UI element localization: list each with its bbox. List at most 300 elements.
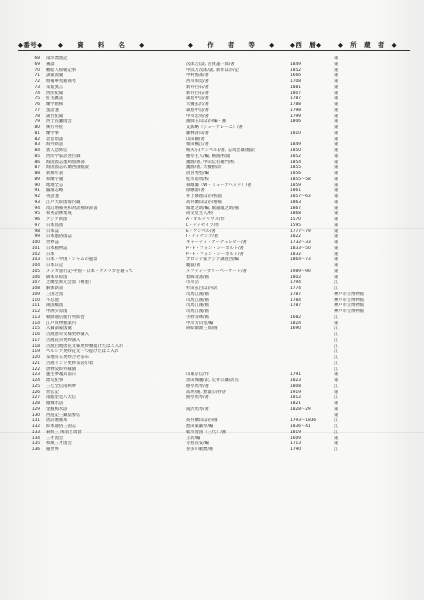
- cell-owner: 江: [334, 366, 339, 372]
- cell-year: 1787: [290, 96, 301, 102]
- cell-author: 司馬江漢/画: [186, 303, 209, 309]
- cell-author: 蒔絵師源三郎/画: [186, 326, 218, 332]
- cell-title: 和英語林集成: [46, 211, 72, 217]
- cell-year: 1791: [290, 372, 301, 378]
- table-row: [18, 447, 410, 453]
- cell-no: 133: [31, 429, 40, 435]
- cell-no: 121: [31, 360, 40, 366]
- cell-owner: 江: [334, 332, 339, 337]
- cell-title: 和漢三才図会: [46, 441, 72, 447]
- cell-author: 新井白石/著: [186, 90, 209, 96]
- cell-title: 蒲台紀聞: [46, 113, 64, 119]
- cell-no: 122: [31, 366, 40, 372]
- cell-year: 1849: [290, 61, 301, 67]
- cell-author: 高井蘭山ほか/増補: [186, 199, 222, 205]
- cell-author: メフティーブリーベーゲート/著: [186, 268, 247, 274]
- header-author: ◆ 作 者 等 ◆: [188, 41, 275, 49]
- cell-owner: 東: [334, 406, 339, 412]
- cell-year: 1798: [290, 107, 301, 113]
- cell-title: 海国図志墨利加洲部: [46, 159, 85, 165]
- cell-title: 増補華夷通商考: [46, 79, 77, 84]
- cell-no: 112: [31, 309, 40, 314]
- cell-no: 68: [34, 56, 40, 61]
- cell-owner: 東: [334, 211, 339, 217]
- cell-title: 改訂増補英和対訳袖珍辞書: [46, 205, 98, 211]
- cell-year: 1787: [290, 303, 301, 309]
- cell-year: 1807: [290, 90, 301, 96]
- cell-author: 市川岳: [186, 280, 199, 286]
- cell-owner: 江: [334, 418, 339, 424]
- cell-year: 1777～79: [290, 228, 311, 234]
- cell-year: 1784: [290, 297, 301, 303]
- cell-owner: 東: [334, 102, 339, 107]
- cell-author: P・F・フォン・シーボルト/著: [186, 245, 244, 251]
- cell-title: 蛮語箋: [46, 107, 59, 113]
- cell-no: 80: [34, 125, 40, 130]
- cell-owner: 東: [334, 194, 339, 199]
- cell-author: 尚文堂主人/校: [186, 211, 214, 217]
- cell-author: 徐継畬/著: [186, 188, 205, 194]
- cell-year: 1832: [290, 251, 301, 257]
- cell-year: 1682: [290, 314, 301, 320]
- cell-no: 81: [34, 130, 40, 136]
- cell-no: 72: [34, 79, 40, 84]
- cell-owner: 東: [334, 240, 339, 245]
- cell-no: 127: [31, 395, 40, 401]
- cell-no: 111: [31, 303, 40, 309]
- header-no: ◆番号◆: [18, 41, 43, 49]
- cell-no: 94: [34, 205, 40, 211]
- cell-no: 87: [34, 165, 40, 171]
- cell-author: 魏源/著, 中山伝右衛門/校: [186, 159, 235, 165]
- cell-author: E・ケンペル/著: [186, 228, 216, 234]
- cell-author: 西川如見/著: [186, 79, 209, 84]
- cell-year: 1595: [290, 222, 301, 228]
- table-header: [18, 38, 410, 51]
- cell-no: 134: [31, 435, 40, 441]
- cell-no: 104: [31, 263, 40, 268]
- cell-owner: 江: [334, 360, 339, 366]
- cell-title: 南洋漂流記: [46, 56, 68, 61]
- cell-year: 1854: [290, 159, 301, 165]
- cell-author: L・ティセイラ/作: [186, 222, 220, 228]
- cell-year: 1774: [290, 286, 301, 291]
- cell-year: 1788: [290, 102, 301, 107]
- cell-no: 97: [34, 222, 40, 228]
- cell-owner: 東: [334, 176, 339, 182]
- cell-author: 中川忠英/著: [186, 113, 209, 119]
- cell-author: 藤林普山/著: [186, 130, 209, 136]
- cell-no: 77: [34, 107, 40, 113]
- cell-title: 菊軒三 関羽と周倉: [46, 429, 82, 435]
- cell-no: 103: [31, 257, 40, 263]
- cell-title: 御本草絵図: [46, 274, 68, 280]
- cell-title: 難船人帰朝記事: [46, 67, 77, 73]
- cell-no: 128: [31, 401, 40, 406]
- cell-year: 1859: [290, 182, 301, 188]
- cell-year: 1819: [290, 429, 301, 435]
- cell-no: 114: [31, 320, 40, 326]
- cell-author: 覇叡/著: [186, 263, 201, 268]
- cell-author: 寺島良安/編: [186, 441, 209, 447]
- cell-year: 1713: [290, 441, 301, 447]
- cell-year: 1828～29: [290, 406, 311, 412]
- cell-no: 73: [34, 84, 40, 90]
- cell-author: 着飾北斎/画: [186, 274, 209, 280]
- cell-author: 嶺田楓江/著: [186, 142, 209, 148]
- cell-owner: 東: [334, 268, 339, 274]
- cell-title: 英語箋: [46, 194, 59, 199]
- cell-author: 滝沢馬琴/著: [186, 406, 209, 412]
- cell-author: 中村惕斎/著: [186, 73, 209, 79]
- cell-owner: 東: [334, 96, 339, 102]
- cell-year: 1808: [290, 383, 301, 389]
- cell-title: 絵本通俗三国志: [46, 424, 77, 429]
- cell-no: 96: [34, 217, 40, 222]
- cell-no: 78: [34, 113, 40, 119]
- cell-no: 108: [31, 286, 40, 291]
- cell-author: 画師玉山ほか/編・画: [186, 119, 227, 125]
- cell-owner: 神戸市立博物館: [334, 297, 365, 303]
- cell-title: 茶地有る更紗合せ茶布: [46, 355, 89, 360]
- cell-year: 1802: [290, 274, 301, 280]
- cell-no: 115: [31, 326, 40, 332]
- cell-no: 105: [31, 268, 40, 274]
- cell-title: 江戸大絵図海内蔵: [46, 199, 81, 205]
- cell-author: 慕維廉（W・ミューアヘッド）/著: [186, 182, 252, 188]
- cell-title: 海外新話: [46, 142, 64, 148]
- cell-year: 1824: [290, 320, 301, 326]
- cell-owner: 東: [334, 263, 339, 268]
- cell-title: 蘆生夢魂其前日: [46, 372, 77, 378]
- cell-owner: 東: [334, 182, 339, 188]
- cell-no: 131: [31, 418, 40, 424]
- cell-owner: 東: [334, 372, 339, 378]
- cell-title: 日本: [46, 251, 55, 257]
- cell-author: 井上修理ほか/校閲: [186, 194, 222, 199]
- cell-owner: 東: [334, 320, 339, 326]
- cell-title: 不忍池: [46, 297, 59, 303]
- cell-owner: 江: [334, 349, 339, 355]
- cell-year: 1810: [290, 130, 301, 136]
- cell-author: 穂亭主人/編, 桐園/校閲: [186, 153, 231, 159]
- cell-no: 120: [31, 355, 40, 360]
- cell-title: 采覧異言: [46, 84, 64, 90]
- cell-owner: 東: [334, 136, 339, 142]
- cell-author: 曲亭馬琴/著: [186, 395, 209, 401]
- cell-author: 司馬江漢/画: [186, 309, 209, 314]
- cell-owner: 東: [334, 153, 339, 159]
- cell-owner: 東: [334, 222, 339, 228]
- cell-author: 司馬江漢/画: [186, 297, 209, 303]
- cell-title: 傾城水滸: [46, 401, 64, 406]
- cell-author: 喜多川歌麿/画: [186, 447, 214, 452]
- cell-author: 司馬江漢/画: [186, 291, 209, 297]
- cell-no: 124: [31, 378, 40, 383]
- cell-author: 検夫尓(ケンペル)/著, 志筑忠雄/翻訳: [186, 148, 255, 153]
- cell-owner: 東: [334, 389, 339, 395]
- cell-year: 1852: [290, 153, 301, 159]
- cell-title: 訓蒙図彙: [46, 73, 64, 79]
- cell-no: 76: [34, 102, 40, 107]
- cell-author: 桂川甫周/校: [186, 176, 209, 182]
- cell-owner: 江: [334, 424, 339, 429]
- cell-title: 南総里見八犬伝: [46, 395, 77, 401]
- cell-title: 蕃談: [46, 61, 55, 67]
- cell-title: 西遊記三藏法参伝: [46, 412, 81, 418]
- cell-title: アジア新図: [46, 217, 68, 222]
- cell-no: 117: [31, 337, 40, 343]
- cell-owner: 東: [334, 159, 339, 165]
- cell-no: 100: [31, 240, 40, 245]
- cell-year: 1989～90: [290, 268, 311, 274]
- cell-owner: 江: [334, 395, 339, 401]
- cell-owner: 東: [334, 251, 339, 257]
- cell-title: 北窓瑣談: [46, 136, 64, 142]
- cell-no: 110: [31, 297, 40, 303]
- cell-owner: 江: [334, 447, 339, 452]
- cell-author: 歌川豊国（三代）/画: [186, 429, 227, 435]
- cell-title: 西洋学家訳述目録: [46, 153, 81, 159]
- cell-title: 三七全伝南柯夢: [46, 383, 77, 389]
- cell-title: ペルシア更紗花文一つ提げたばこ入れ: [46, 349, 119, 355]
- cell-owner: 東: [334, 228, 339, 234]
- cell-owner: 江: [334, 383, 339, 389]
- cell-owner: 東: [334, 125, 339, 130]
- cell-author: 黒田麹廬/訳, 荒井公廉/訳点: [186, 378, 239, 383]
- cell-author: 森島中良/著: [186, 96, 209, 102]
- cell-no: 102: [31, 251, 40, 257]
- cell-owner: 江: [334, 343, 339, 349]
- cell-title: 入倫訓蒙図彙: [46, 326, 72, 332]
- cell-title: 三才図会: [46, 435, 64, 441]
- cell-year: 1666: [290, 73, 301, 79]
- cell-author: 森島中良/著: [186, 107, 209, 113]
- cell-owner: 江: [334, 280, 339, 286]
- cell-no: 113: [31, 314, 40, 320]
- cell-title: 瀛環志略: [46, 188, 64, 194]
- cell-title: 和蘭字彙: [46, 176, 64, 182]
- cell-owner: 東: [334, 56, 339, 61]
- cell-title: 輿方外紀: [46, 125, 64, 130]
- cell-no: 99: [34, 234, 40, 240]
- cell-year: 1850: [290, 148, 301, 153]
- cell-owner: 東: [334, 274, 339, 280]
- cell-no: 116: [31, 332, 40, 337]
- cell-year: 1821: [290, 401, 301, 406]
- cell-title: 西士長瀬図会: [46, 119, 72, 125]
- cell-no: 98: [34, 228, 40, 234]
- cell-year: 1794: [290, 280, 301, 286]
- cell-author: 中浜万次郎/談, 新作ほか/記: [186, 67, 239, 73]
- cell-year: 1823: [290, 378, 301, 383]
- cell-year: 1881: [290, 84, 301, 90]
- cell-author: 魏源/著, 大槻禎/訳: [186, 165, 222, 171]
- cell-owner: 東: [334, 67, 339, 73]
- cell-owner: 東: [334, 142, 339, 148]
- cell-author: 曲亭馬琴/著: [186, 383, 209, 389]
- cell-owner: 東: [334, 73, 339, 79]
- cell-author: 新井白石/著: [186, 84, 209, 90]
- cell-owner: 東: [334, 84, 339, 90]
- cell-author: 高井蘭山ほか/画: [186, 418, 218, 424]
- cell-author: A・オルテリウス/作: [186, 217, 225, 222]
- cell-no: 119: [31, 349, 40, 355]
- cell-owner: 東: [334, 130, 339, 136]
- cell-owner: 東: [334, 148, 339, 153]
- cell-title: 日本日記: [46, 263, 64, 268]
- cell-author: 清宮秀堅/編: [186, 171, 209, 176]
- cell-owner: 江: [334, 355, 339, 360]
- cell-author: 山田剛/著: [186, 136, 205, 142]
- cell-owner: 東: [334, 107, 339, 113]
- cell-author: ブロンデ家アジア調査団/編: [186, 257, 239, 263]
- cell-no: 92: [34, 194, 40, 199]
- cell-author: 杉田玄白ほか/訳: [186, 286, 218, 291]
- cell-title: 西洋紀聞: [46, 90, 64, 96]
- cell-no: 130: [31, 412, 40, 418]
- cell-author: 王圻/編: [186, 435, 201, 441]
- cell-year: 1863: [290, 199, 301, 205]
- cell-year: 1864～73: [290, 257, 311, 263]
- cell-no: 93: [34, 199, 40, 205]
- cell-owner: 東: [334, 113, 339, 119]
- cell-title: 三国之図: [46, 291, 64, 297]
- cell-owner: 江: [334, 429, 339, 435]
- cell-owner: 東: [334, 205, 339, 211]
- cell-no: 106: [31, 274, 40, 280]
- cell-year: 1787: [290, 291, 301, 297]
- cell-author: 中川芳山堂/編: [186, 320, 214, 326]
- cell-title: 金瓶梅水滸: [46, 406, 68, 412]
- cell-author: 高坪/画, 無量公/抄評: [186, 389, 227, 395]
- cell-no: 109: [31, 291, 40, 297]
- cell-no: 126: [31, 389, 40, 395]
- cell-owner: 東: [334, 378, 339, 383]
- cell-author: 次郎吉/談, 古賀謹一郎/著: [186, 61, 235, 67]
- cell-title: 日本風俗図誌: [46, 234, 72, 240]
- cell-year: 1849: [290, 142, 301, 148]
- cell-no: 71: [34, 73, 40, 79]
- cell-title: 古渡白地唐花文様更紗腰提げたばこ入れ: [46, 343, 124, 349]
- cell-owner: 東: [334, 119, 339, 125]
- cell-no: 118: [31, 343, 40, 349]
- cell-title: 解体新書: [46, 286, 64, 291]
- cell-year: 1833～50: [290, 245, 311, 251]
- cell-year: 1806: [290, 119, 301, 125]
- cell-owner: 東: [334, 441, 339, 447]
- cell-year: 1868: [290, 211, 301, 217]
- cell-no: 136: [31, 447, 40, 452]
- cell-owner: 東: [334, 401, 339, 406]
- cell-owner: 江: [334, 314, 339, 320]
- cell-title: 江戸買物独案内: [46, 320, 77, 326]
- cell-owner: 東: [334, 234, 339, 240]
- cell-year: 1708: [290, 79, 301, 84]
- cell-author: 大槻玄沢/著: [186, 102, 209, 107]
- cell-year: 1861: [290, 188, 301, 194]
- cell-year: 1793～1836: [290, 418, 317, 424]
- cell-year: 1855: [290, 165, 301, 171]
- cell-year: 1732～33: [290, 240, 311, 245]
- cell-title: 海国図志仏蘭西国総説: [46, 165, 89, 171]
- header-year: ◆西 暦◆: [290, 41, 322, 49]
- cell-title: 蘭学階梯: [46, 102, 64, 107]
- cell-no: 91: [34, 188, 40, 194]
- cell-owner: 神戸市立博物館: [334, 309, 365, 314]
- cell-title: 日本誌: [46, 228, 59, 234]
- cell-owner: 神戸市立博物館: [334, 303, 365, 309]
- cell-no: 101: [31, 245, 40, 251]
- cell-year: 1822: [290, 234, 301, 240]
- cell-owner: 江: [334, 286, 339, 291]
- cell-title: 芝蘭堂新元会図（複製）: [46, 280, 94, 286]
- cell-title: 習伝記: [46, 389, 59, 395]
- cell-no: 135: [31, 441, 40, 447]
- cell-owner: 江: [334, 337, 339, 343]
- cell-year: 1867: [290, 205, 301, 211]
- cell-year: 1570: [290, 217, 301, 222]
- cell-author: 艾儒略（ジューアレーニ）/著: [186, 125, 243, 130]
- cell-no: 83: [34, 142, 40, 148]
- cell-year: 1790: [290, 447, 301, 452]
- cell-owner: 東: [334, 257, 339, 263]
- cell-title: 日本・中国・シャムの風景: [46, 257, 98, 263]
- cell-owner: 東: [334, 90, 339, 96]
- cell-no: 90: [34, 182, 40, 188]
- cell-owner: 東: [334, 61, 339, 67]
- cell-title: 唐詩選画本: [46, 418, 68, 424]
- cell-no: 85: [34, 153, 40, 159]
- cell-year: 1855～58: [290, 176, 311, 182]
- cell-title: 古渡インド更紗茶袋巾着: [46, 360, 94, 366]
- cell-author: キャーティ・アーナェレビー/著: [186, 240, 247, 245]
- cell-owner: 東: [334, 171, 339, 176]
- cell-no: 82: [34, 136, 40, 142]
- cell-title: 日本島図: [46, 222, 64, 228]
- cell-title: メッカ旅行記-中国・日本・アメリカを通って: [46, 268, 134, 274]
- cell-author: 池田東籬亭/編: [186, 424, 214, 429]
- cell-title: 中洲夕涼図: [46, 309, 68, 314]
- cell-owner: 東: [334, 79, 339, 84]
- cell-year: 1690: [290, 326, 301, 332]
- cell-no: 75: [34, 96, 40, 102]
- cell-year: 1852: [290, 67, 301, 73]
- cell-title: 朝鮮通信使行列絵巻: [46, 314, 85, 320]
- cell-year: 1799: [290, 113, 301, 119]
- header-title: ◆ 資 料 名 ◆: [58, 41, 145, 49]
- cell-title: 地理全志: [46, 182, 64, 188]
- cell-no: 86: [34, 159, 40, 165]
- cell-no: 129: [31, 406, 40, 412]
- cell-title: 漂荒紀事: [46, 378, 64, 383]
- cell-title: 世界誌: [46, 240, 59, 245]
- cell-owner: 東: [334, 412, 339, 418]
- cell-title: 古渡唐草文様更紗蒲入: [46, 332, 89, 337]
- cell-year: 1609: [290, 435, 301, 441]
- cell-owner: 東: [334, 188, 339, 194]
- cell-title: 唐物袋絵外縁儀: [46, 366, 77, 372]
- cell-author: 堀達之助/編, 堀越亀之助/補: [186, 205, 239, 211]
- cell-no: 123: [31, 372, 40, 378]
- cell-year: 1919: [290, 389, 301, 395]
- cell-no: 95: [34, 211, 40, 217]
- cell-no: 79: [34, 119, 40, 125]
- cell-author: I・ティチング/著: [186, 234, 219, 240]
- cell-owner: 東: [334, 245, 339, 251]
- cell-author: P・F・フォン・シーボルト/著: [186, 251, 244, 257]
- cell-author: 山東京伝/作: [186, 372, 209, 378]
